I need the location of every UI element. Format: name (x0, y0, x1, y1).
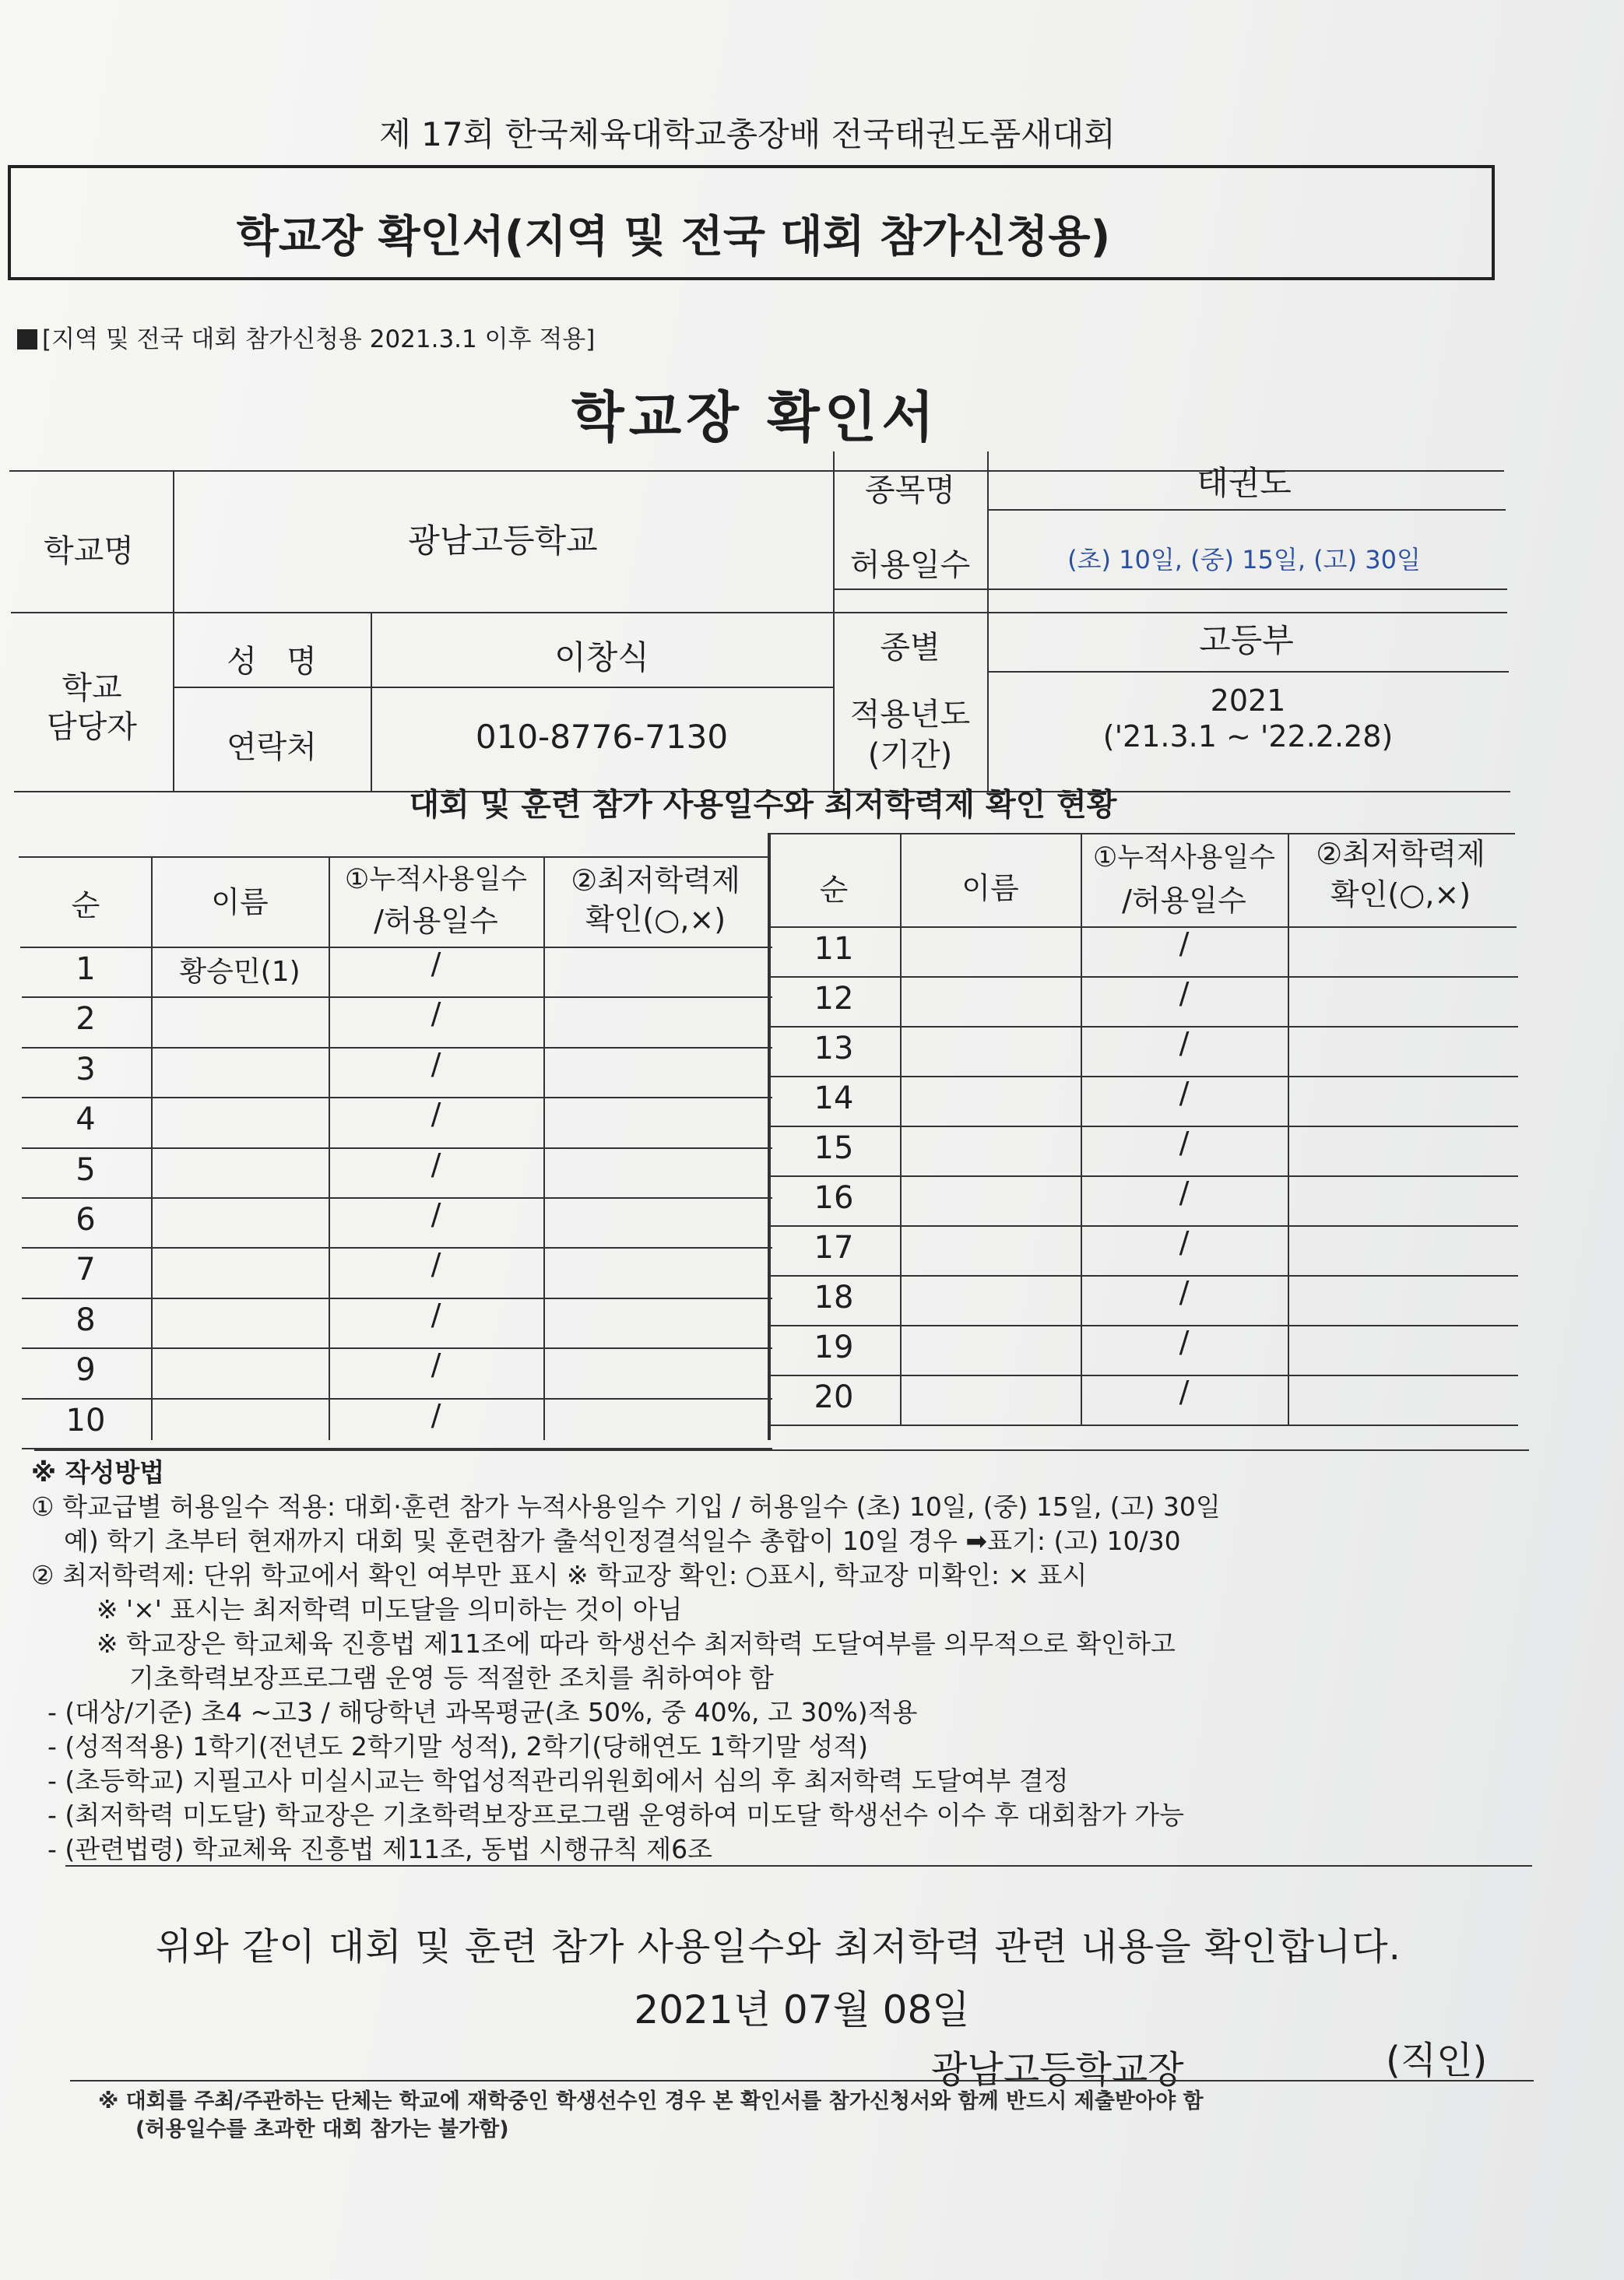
instruction-line: 기초학력보장프로그램 운영 등 적절한 조치를 취하여야 함 (31, 1663, 774, 1693)
table-rule (900, 833, 902, 1425)
contact-label-line2: 담당자 (47, 709, 137, 745)
contact-label-line1: 학교 (62, 670, 122, 706)
official-seal-mark: (직인) (1386, 2039, 1488, 2082)
row-number: 10 (65, 1402, 106, 1439)
achievement-check-cell (1288, 1076, 1513, 1126)
year-label-line1: 적용년도 (849, 697, 971, 732)
row-number: 8 (76, 1302, 96, 1338)
days-used-cell: / (1179, 1026, 1190, 1060)
row-number: 6 (76, 1202, 96, 1238)
instruction-line: ② 최저학력제: 단위 학교에서 확인 여부만 표시 ※ 학교장 확인: ○표시, 학교장 미확인: × 표시 (31, 1560, 1088, 1590)
year-label-line2: (기간) (867, 737, 953, 773)
days-used-cell: / (431, 996, 441, 1031)
row-number: 9 (76, 1352, 96, 1389)
row-number: 15 (814, 1130, 854, 1166)
days-used-cell: / (1179, 1076, 1190, 1110)
col-header-check-line1: ②최저학력제 (1316, 837, 1485, 871)
sport-value: 태권도 (1197, 464, 1292, 502)
row-number: 7 (76, 1252, 96, 1288)
footnote-line1: ※ 대회를 주최/주관하는 단체는 학교에 재학중인 학생선수인 경우 본 확인서를 참가신청서와 함께 반드시 제출받아야 함 (98, 2089, 1204, 2113)
year-value: 2021 (1210, 683, 1286, 718)
row-number: 1 (76, 951, 96, 987)
principal-signature: 광남고등학교장 (931, 2048, 1184, 2092)
school-name-value: 광남고등학교 (408, 522, 598, 560)
instructions (31, 1456, 1526, 1867)
notes-bottom-rule (65, 1865, 1532, 1867)
achievement-check-cell (1288, 1126, 1513, 1175)
achievement-check-cell (543, 947, 768, 996)
days-used-cell: / (1179, 1225, 1190, 1259)
info-rule (173, 687, 833, 688)
col-header-name: 이름 (211, 885, 269, 919)
student-name-cell: 황승민(1) (179, 956, 301, 988)
row-number: 20 (814, 1379, 854, 1415)
col-header-check-line2: 확인(○,×) (1330, 877, 1471, 912)
days-used-cell: / (431, 1097, 441, 1132)
info-rule (989, 671, 1509, 673)
achievement-check-cell (543, 1147, 768, 1197)
achievement-check-cell (543, 1298, 768, 1347)
row-number: 3 (76, 1051, 96, 1087)
instruction-line: - (최저학력 미도달) 학교장은 기초학력보장프로그램 운영하여 미도달 학생선수 이수 후 대회참가 가능 (31, 1800, 1185, 1830)
instruction-line: ※ '×' 표시는 최저학력 미도달을 의미하는 것이 아님 (31, 1594, 683, 1625)
days-used-cell: / (431, 1046, 441, 1081)
info-rule (987, 509, 1506, 511)
info-rule (11, 612, 1507, 613)
row-number: 12 (814, 981, 854, 1017)
days-used-cell: / (1179, 1375, 1190, 1409)
days-used-cell: / (1179, 976, 1190, 1010)
col-header-check-line1: ②최저학력제 (571, 863, 740, 898)
instruction-line: - (대상/기준) 초4 ~고3 / 해당학년 과목평균(초 50%, 중 40%, 고 30%)적용 (31, 1697, 918, 1727)
confirmation-statement: 위와 같이 대회 및 훈련 참가 사용일수와 최저학력 관련 내용을 확인합니다. (156, 1925, 1401, 1969)
instruction-line: ※ 학교장은 학교체육 진흥법 제11조에 따라 학생선수 최저학력 도달여부를 의무적으로 확인하고 (31, 1628, 1176, 1659)
row-number: 17 (814, 1230, 854, 1266)
col-header-days-line2: /허용일수 (374, 904, 498, 938)
col-header-no: 순 (819, 873, 849, 907)
days-used-cell: / (431, 1147, 441, 1182)
instruction-line: - (관련법령) 학교체육 진흥법 제11조, 동법 시행규칙 제6조 (31, 1834, 712, 1864)
achievement-check-cell (543, 1347, 768, 1397)
achievement-check-cell (543, 1197, 768, 1247)
instruction-line: - (성적적용) 1학기(전년도 2학기말 성적), 2학기(당해연도 1학기말 성적) (31, 1731, 868, 1762)
document-title: 학교장 확인서 (571, 385, 940, 449)
period-value: ('21.3.1 ~ '22.2.28) (1102, 719, 1394, 754)
achievement-check-cell (543, 1097, 768, 1147)
achievement-check-cell (1288, 1275, 1513, 1325)
days-used-cell: / (1179, 1175, 1190, 1210)
usage-table-caption: 대회 및 훈련 참가 사용일수와 최저학력제 확인 현황 (409, 787, 1117, 823)
person-name-value: 이창식 (554, 638, 649, 676)
phone-value: 010-8776-7130 (475, 718, 729, 756)
event-title: 제 17회 한국체육대학교총장배 전국태권도품새대회 (379, 115, 1116, 153)
days-used-cell: / (431, 1347, 441, 1382)
table-row-rule (769, 1425, 1518, 1426)
school-name-label: 학교명 (44, 533, 134, 569)
days-used-cell: / (1179, 1126, 1190, 1160)
row-number: 16 (814, 1180, 854, 1216)
division-label: 종별 (880, 630, 940, 666)
achievement-check-cell (1288, 1325, 1513, 1375)
row-number: 13 (814, 1031, 854, 1066)
days-used-cell: / (1179, 1275, 1190, 1309)
achievement-check-cell (1288, 976, 1513, 1026)
person-name-label: 성 명 (227, 644, 317, 680)
col-header-check-line2: 확인(○,×) (585, 902, 726, 936)
allowed-days-label: 허용일수 (849, 547, 971, 583)
division-value: 고등부 (1199, 621, 1294, 659)
instruction-line: ① 학교급별 허용일수 적용: 대회·훈련 참가 누적사용일수 기입 / 허용일수 (초) 10일, (중) 15일, (고) 30일 (31, 1491, 1221, 1522)
col-header-days-line1: ①누적사용일수 (1092, 842, 1276, 873)
footnote (98, 2088, 1577, 2144)
achievement-check-cell (543, 996, 768, 1046)
row-number: 2 (76, 1001, 96, 1038)
table-rule (151, 856, 153, 1440)
instruction-line: 예) 학기 초부터 현재까지 대회 및 훈련참가 출석인정결석일수 총합이 10일 경우 ➡표기: (고) 10/30 (31, 1526, 1181, 1556)
footnote-line2: (허용일수를 초과한 대회 참가는 불가함) (135, 2117, 509, 2141)
achievement-check-cell (1288, 1225, 1513, 1275)
col-header-days-line1: ①누적사용일수 (344, 864, 528, 895)
row-number: 5 (76, 1151, 96, 1188)
days-used-cell: / (431, 1197, 441, 1231)
achievement-check-cell (1288, 1175, 1513, 1225)
col-header-name: 이름 (961, 871, 1019, 905)
applicability-note-text: [지역 및 전국 대회 참가신청용 2021.3.1 이후 적용] (42, 325, 596, 353)
row-number: 19 (814, 1330, 854, 1365)
notes-top-rule (34, 1449, 1529, 1451)
achievement-check-cell (1288, 1375, 1513, 1425)
allowed-days-value: (초) 10일, (중) 15일, (고) 30일 (1067, 545, 1421, 574)
instruction-line: - (초등학교) 지필고사 미실시교는 학업성적관리위원회에서 심의 후 최저학력 도달여부 결정 (31, 1765, 1069, 1796)
signature-date: 2021년 07월 08일 (634, 1987, 970, 2032)
days-used-cell: / (1179, 1325, 1190, 1359)
days-used-cell: / (431, 947, 441, 981)
achievement-check-cell (1288, 926, 1513, 976)
row-number: 18 (814, 1280, 854, 1316)
achievement-check-cell (1288, 1026, 1513, 1076)
phone-label: 연락처 (227, 729, 317, 765)
col-header-days-line2: /허용일수 (1122, 884, 1246, 918)
achievement-check-cell (543, 1398, 768, 1448)
applicability-note (17, 319, 595, 354)
row-number: 4 (76, 1101, 96, 1138)
days-used-cell: / (1179, 926, 1190, 961)
row-number: 11 (814, 931, 854, 967)
achievement-check-cell (543, 1047, 768, 1097)
achievement-check-cell (543, 1247, 768, 1297)
days-used-cell: / (431, 1297, 441, 1332)
title-banner-text: 학교장 확인서(지역 및 전국 대회 참가신청용) (236, 212, 1111, 262)
days-used-cell: / (431, 1397, 441, 1432)
footnote-rule (70, 2080, 1534, 2082)
square-bullet-icon (17, 329, 37, 350)
instruction-line: ※ 작성방법 (31, 1457, 165, 1488)
sport-label: 종목명 (865, 473, 955, 508)
col-header-no: 순 (71, 888, 100, 922)
days-used-cell: / (431, 1247, 441, 1282)
info-rule (833, 588, 1507, 590)
row-number: 14 (814, 1080, 854, 1116)
